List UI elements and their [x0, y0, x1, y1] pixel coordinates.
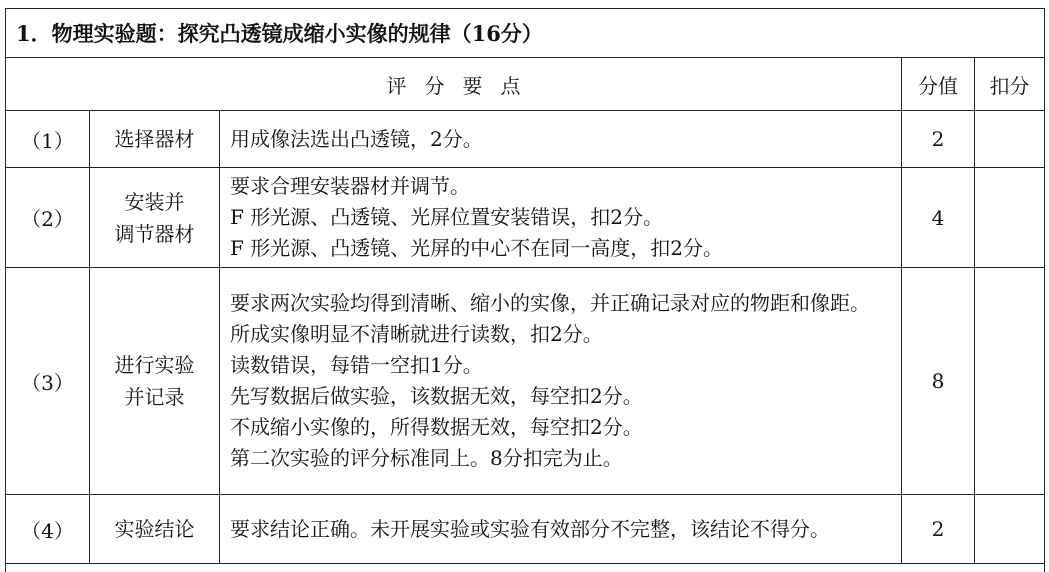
row-score: 2: [902, 495, 975, 564]
row-score: 8: [902, 268, 975, 495]
row-requirements: [220, 495, 902, 564]
requirement-line: 用成像法选出凸透镜，2分。: [230, 124, 891, 155]
requirement-line: 第二次实验的评分标准同上。8分扣完为止。: [230, 443, 891, 474]
row-step-line: 调节器材: [90, 218, 219, 250]
row-deduction-cell[interactable]: [975, 495, 1045, 564]
requirement-line: F 形光源、凸透镜、光屏的中心不在同一高度，扣2分。: [230, 233, 891, 264]
row-step-line: 安装并: [90, 186, 219, 218]
rubric-row: [6, 111, 1045, 168]
header-score: 分值: [902, 58, 975, 111]
header-criteria: 评分要点: [6, 58, 902, 111]
rubric-row: [6, 495, 1045, 564]
row-score: 4: [902, 168, 975, 268]
rubric-row: [6, 268, 1045, 495]
row-number: （1）: [6, 111, 90, 168]
row-deduction-cell[interactable]: [975, 168, 1045, 268]
requirement-line: 要求合理安装器材并调节。: [230, 171, 891, 202]
header-deduction: 扣分: [975, 58, 1045, 111]
row-step-line: 进行实验: [90, 349, 219, 381]
row-requirements: [220, 268, 902, 495]
requirement-line: 不成缩小实像的，所得数据无效，每空扣2分。: [230, 412, 891, 443]
row-number: （3）: [6, 268, 90, 495]
row-requirements: [220, 168, 902, 268]
row-step-line: 实验结论: [90, 513, 219, 545]
question-title: 1．物理实验题：探究凸透镜成缩小实像的规律（16分）: [6, 9, 1045, 58]
grading-rubric-table: [5, 8, 1045, 572]
row-deduction-cell[interactable]: [975, 268, 1045, 495]
row-number: （4）: [6, 495, 90, 564]
row-deduction-cell[interactable]: [975, 111, 1045, 168]
requirement-line: 先写数据后做实验，该数据无效，每空扣2分。: [230, 381, 891, 412]
row-score: 2: [902, 111, 975, 168]
row-requirements: [220, 111, 902, 168]
row-step-line: 并记录: [90, 381, 219, 413]
row-step: [90, 268, 220, 495]
row-step: [90, 495, 220, 564]
row-step: [90, 168, 220, 268]
table-continuation-cell: [6, 564, 1045, 572]
rubric-row: [6, 168, 1045, 268]
row-step-line: 选择器材: [90, 123, 219, 155]
table-continuation-row: [6, 564, 1045, 572]
row-step: [90, 111, 220, 168]
requirement-line: 要求两次实验均得到清晰、缩小的实像，并正确记录对应的物距和像距。: [230, 288, 891, 319]
requirement-line: 所成实像明显不清晰就进行读数，扣2分。: [230, 319, 891, 350]
requirement-line: 读数错误，每错一空扣1分。: [230, 350, 891, 381]
row-number: （2）: [6, 168, 90, 268]
requirement-line: 要求结论正确。未开展实验或实验有效部分不完整，该结论不得分。: [230, 514, 891, 545]
requirement-line: F 形光源、凸透镜、光屏位置安装错误，扣2分。: [230, 202, 891, 233]
